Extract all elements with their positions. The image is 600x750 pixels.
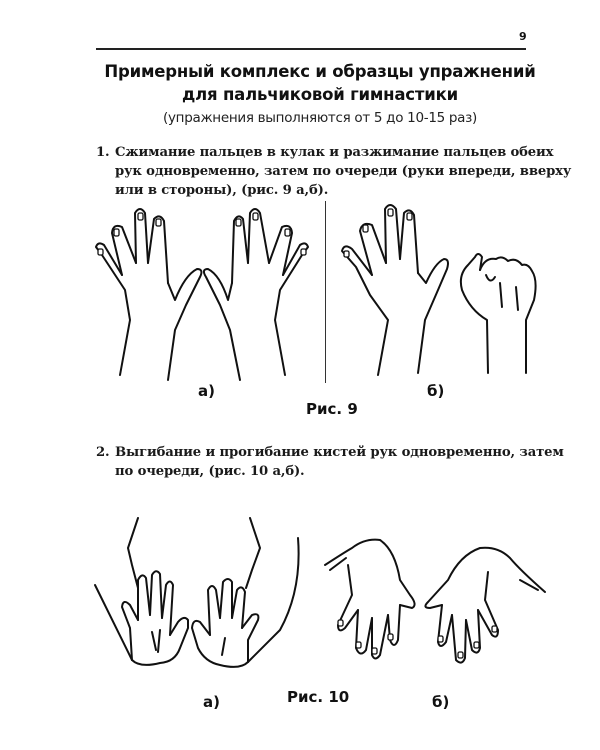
header-rule — [96, 48, 526, 50]
exercise-2 — [96, 443, 564, 481]
exercise-text-line: рук одновременно, затем по очереди (руки впереди, вверху — [115, 164, 572, 179]
page-title-line-1: Примерный комплекс и образцы упражнений — [104, 62, 536, 81]
exercise-text-line: Выгибание и прогибание кистей рук одновременно, затем — [115, 445, 564, 460]
two-open-palms-hand-icon — [80, 195, 325, 385]
page-number: 9 — [519, 30, 527, 43]
figure-10b-label: б) — [432, 693, 450, 711]
exercise-number: 2. — [96, 445, 110, 460]
figure-divider — [325, 201, 326, 383]
page-subtitle: (упражнения выполняются от 5 до 10-15 раз) — [163, 110, 477, 126]
exercise-number: 1. — [96, 145, 110, 160]
exercise-1 — [96, 143, 572, 200]
figure-9a-label: а) — [198, 382, 215, 400]
open-hand-and-fist-icon — [330, 195, 560, 385]
figure-10-caption: Рис. 10 — [287, 688, 350, 706]
page-title-line-2: для пальчиковой гимнастики — [182, 85, 458, 104]
wrists-bent-palms-up-hand-icon — [80, 510, 325, 685]
exercise-text-line: или в стороны), (рис. 9 а,б). — [115, 183, 329, 198]
figure-10a-label: а) — [203, 693, 220, 711]
wrists-bent-backs-up-hand-icon — [310, 510, 560, 685]
figure-9b-label: б) — [427, 382, 445, 400]
exercise-text-line: по очереди, (рис. 10 а,б). — [115, 464, 305, 479]
exercise-text-line: Сжимание пальцев в кулак и разжимание пальцев обеих — [115, 145, 554, 160]
figure-9-caption: Рис. 9 — [306, 400, 358, 418]
